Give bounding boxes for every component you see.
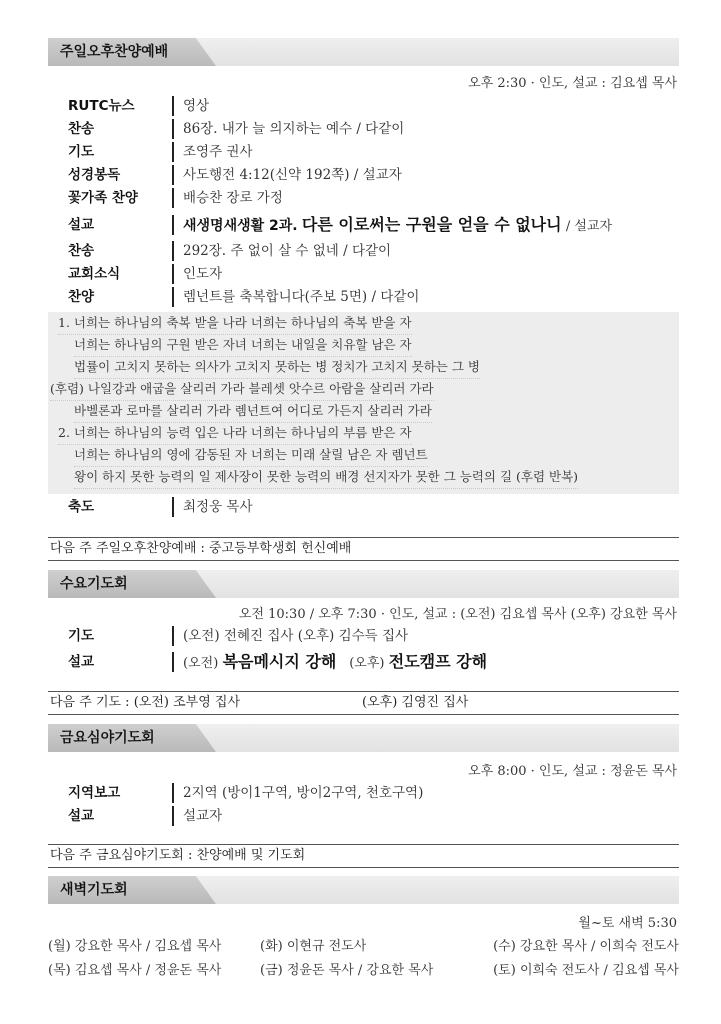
friday-section-title: 금요심야기도회 [60, 730, 155, 746]
friday-next-text: 다음 주 금요심야기도회 : 찬양예배 및 기도회 [50, 848, 306, 863]
order-value: 배승찬 장로 가정 [183, 190, 283, 206]
dawn-schedule-item: (월) 강요한 목사 / 김요셉 목사 [48, 939, 222, 954]
sunday-next-text: 다음 주 주일오후찬양예배 : 중고등부학생회 헌신예배 [50, 541, 352, 556]
friday-label: 지역보고 [68, 785, 121, 801]
wednesday-section-header [48, 570, 679, 598]
dawn-section-header [48, 876, 679, 904]
pm-sermon-title: 전도캠프 강해 [388, 652, 488, 671]
wednesday-section-title: 수요기도회 [60, 576, 128, 592]
friday-label: 설교 [68, 808, 95, 824]
sermon-title: 다른 이로써는 구원을 얻을 수 없나니 [301, 215, 562, 234]
order-label: 설교 [68, 217, 95, 233]
dawn-schedule-item: (금) 정윤돈 목사 / 강요한 목사 [260, 963, 434, 978]
lyric-line: 바벨론과 로마를 살리러 가라 렘넌트여 어디로 가든지 살리러 가라 [74, 400, 432, 423]
am-sermon-title: 복음메시지 강해 [222, 652, 337, 671]
lyric-line: (후렴) 나일강과 애굽을 살리러 가라 블레셋 앗수르 아람을 살리러 가라 [50, 378, 434, 401]
wednesday-sermon-label: 설교 [68, 654, 95, 670]
sunday-section-header [48, 38, 679, 66]
wednesday-next-am: 다음 주 기도 : (오전) 조부영 집사 [50, 695, 241, 710]
wednesday-time: 오전 10:30 / 오후 7:30 · 인도, 설교 : (오전) 김요셉 목사 (오후) 강요한 목사 [238, 607, 677, 622]
dawn-schedule-item: (목) 김요셉 목사 / 정윤돈 목사 [48, 963, 222, 978]
pm-tag: (오후) [349, 656, 385, 671]
order-label: 찬송 [68, 121, 95, 137]
friday-next-week [48, 844, 679, 868]
sermon-value [183, 212, 612, 240]
order-label: 교회소식 [68, 266, 121, 282]
order-value: 조영주 권사 [183, 144, 253, 160]
order-value: 사도행전 4:12(신약 192쪽) / 설교자 [183, 167, 402, 183]
order-value: 인도자 [183, 266, 223, 282]
order-label: 꽃가족 찬양 [68, 190, 138, 206]
wednesday-sermon-value [183, 649, 487, 677]
order-value: 292장. 주 없이 살 수 없네 / 다같이 [183, 243, 392, 259]
lyric-line: 왕이 하지 못한 능력의 일 제사장이 못한 능력의 배경 선지자가 못한 그 능력의 길 (후렴 반복) [74, 466, 578, 489]
friday-time: 오후 8:00 · 인도, 설교 : 정윤돈 목사 [468, 764, 677, 779]
friday-value: 2지역 (방이1구역, 방이2구역, 천호구역) [183, 785, 424, 801]
song-lyrics-box [48, 312, 679, 494]
order-value: 86장. 내가 늘 의지하는 예수 / 다같이 [183, 121, 405, 137]
sunday-section-title: 주일오후찬양예배 [60, 44, 169, 60]
dawn-time: 월~토 새벽 5:30 [578, 916, 677, 931]
lyric-line: 너희는 하나님의 구원 받은 자녀 너희는 내일을 치유할 남은 자 [74, 334, 412, 357]
benediction-value: 최정웅 목사 [183, 499, 253, 515]
wednesday-next-week [48, 691, 679, 715]
dawn-schedule-row [48, 936, 679, 958]
dawn-schedule-row [48, 960, 679, 982]
order-label: RUTC뉴스 [68, 98, 135, 114]
order-label: 찬양 [68, 289, 95, 305]
friday-value: 설교자 [183, 808, 223, 824]
order-value: 렘넌트를 축복합니다(주보 5면) / 다같이 [183, 289, 420, 305]
wednesday-next-pm: (오후) 김영진 집사 [362, 695, 469, 710]
dawn-section-title: 새벽기도회 [60, 882, 128, 898]
order-label: 성경봉독 [68, 167, 121, 183]
wednesday-prayer-value: (오전) 전혜진 집사 (오후) 김수득 집사 [183, 628, 409, 644]
lyric-line: 1. 너희는 하나님의 축복 받을 나라 너희는 하나님의 축복 받을 자 [58, 312, 412, 335]
friday-section-header [48, 724, 679, 752]
sunday-next-week [48, 537, 679, 561]
benediction-label: 축도 [68, 499, 95, 515]
order-label: 찬송 [68, 243, 95, 259]
order-value: 영상 [183, 98, 210, 114]
dawn-schedule-item: (토) 이희숙 전도사 / 김요셉 목사 [493, 963, 679, 978]
am-tag: (오전) [183, 656, 219, 671]
lyric-line: 너희는 하나님의 영에 감동된 자 너희는 미래 살릴 남은 자 렘넌트 [74, 444, 428, 467]
dawn-schedule-item: (화) 이현규 전도사 [260, 939, 367, 954]
wednesday-prayer-label: 기도 [68, 628, 95, 644]
lyric-line: 법률이 고치지 못하는 의사가 고치지 못하는 병 정치가 고치지 못하는 그 병 [74, 356, 480, 379]
lyric-line: 2. 너희는 하나님의 능력 입은 나라 너희는 하나님의 부름 받은 자 [58, 422, 412, 445]
order-label: 기도 [68, 144, 95, 160]
sunday-time: 오후 2:30 · 인도, 설교 : 김요셉 목사 [468, 76, 677, 91]
sermon-series: 새생명새생활 2과. [183, 218, 298, 234]
sermon-speaker: / 설교자 [565, 219, 613, 234]
dawn-schedule-item: (수) 강요한 목사 / 이희숙 전도사 [493, 939, 679, 954]
